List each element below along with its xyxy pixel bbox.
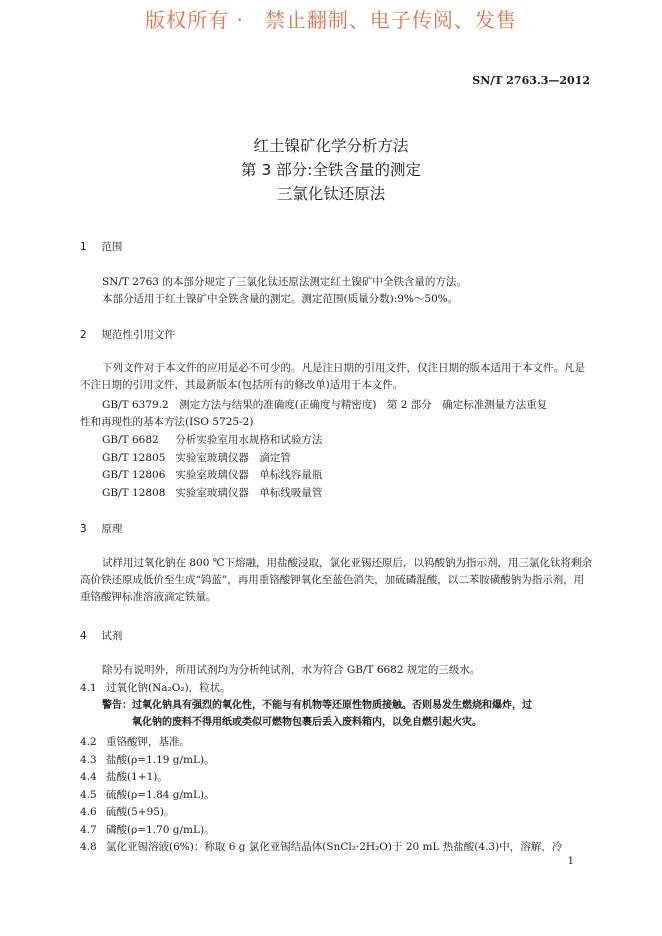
reference-name: 实验室玻璃仪器 单标线吸量管	[175, 487, 323, 499]
scope-paragraph-2: 本部分适用于红土镍矿中全铁含量的测定。测定范围(质量分数):9%～50%。	[102, 293, 459, 305]
item-number: 4.1	[80, 682, 97, 694]
title-line-1: 红土镍矿化学分析方法	[253, 137, 409, 155]
reagent-item-4-3	[80, 752, 215, 767]
reference-gbt12808	[102, 485, 322, 500]
reagent-item-4-2	[80, 734, 190, 749]
item-number: 4.8	[80, 841, 97, 853]
reagent-item-4-5	[80, 787, 215, 802]
reference-code: GB/T 6682	[102, 434, 159, 446]
reference-name: 实验室玻璃仪器 滴定管	[175, 452, 291, 464]
reference-gbt12805	[102, 450, 291, 465]
warning-line-2: 氧化钠的废料不得用纸或类似可燃物包裹后丢入废料箱内，以免自燃引起火灾。	[132, 717, 482, 728]
item-number: 4.5	[80, 789, 97, 801]
page-number: 1	[567, 856, 574, 867]
item-number: 4.4	[80, 771, 97, 783]
reference-name: 分析实验室用水规格和试验方法	[175, 434, 323, 446]
reference-code: GB/T 12808	[102, 487, 166, 499]
reference-gbt6379-line-1: GB/T 6379.2 测定方法与结果的准确度(正确度与精密度) 第 2 部分 确定标准测量方法重复	[102, 399, 548, 411]
item-text: 盐酸(1+1)。	[106, 771, 168, 783]
warning-line-1: 警告：过氧化钠具有强烈的氧化性，不能与有机物等还原性物质接触。否则易发生燃烧和爆炸，过	[102, 700, 532, 711]
reference-name: 实验室玻璃仪器 单标线容量瓶	[175, 469, 323, 481]
section-2-heading	[80, 327, 175, 342]
reagent-item-4-7	[80, 822, 215, 837]
reference-gbt6682	[102, 432, 322, 447]
copyright-watermark: 版权所有 · 禁止翻制、电子传阅、发售	[145, 8, 517, 32]
section-title: 范围	[101, 241, 123, 253]
reagent-item-4-8	[80, 839, 562, 854]
item-text: 氯化亚锡溶液(6%)：称取 6 g 氯化亚锡结晶体(SnCl₂·2H₂O)于 20 mL 热盐酸(4.3)中，溶解，冷	[106, 841, 563, 853]
section-title: 试剂	[101, 630, 123, 642]
item-text: 硫酸(ρ=1.84 g/mL)。	[106, 789, 215, 801]
section-number: 4	[80, 630, 87, 642]
item-text: 重铬酸钾，基准。	[106, 736, 190, 748]
item-text: 过氧化钠(Na₂O₂)，粒状。	[106, 682, 231, 694]
reagent-item-4-6	[80, 804, 175, 819]
reference-code: GB/T 12806	[102, 469, 166, 481]
warning-note	[102, 697, 594, 731]
reagents-intro-paragraph: 除另有说明外，所用试剂均为分析纯试剂，水为符合 GB/T 6682 规定的三级水。	[102, 664, 481, 676]
item-number: 4.6	[80, 806, 97, 818]
item-number: 4.2	[80, 736, 97, 748]
reference-code: GB/T 12805	[102, 452, 166, 464]
reference-gbt6379-line-2: 性和再现性的基本方法(ISO 5725-2)	[80, 416, 254, 428]
principle-paragraph: 试样用过氧化钠在 800 ℃下熔融，用盐酸浸取，氯化亚锡还原后，以钨酸钠为指示剂，用三氯化钛将剩余高价铁还原成低价至生成“钨蓝”，再用重铬酸钾氧化至蓝色消失，加硫磷混酸，以二苯胺磺酸钠为指示剂，用重铬酸钾标准溶液滴定铁量。	[80, 557, 592, 603]
standard-number: SN/T 2763.3—2012	[472, 74, 590, 87]
item-text: 磷酸(ρ=1.70 g/mL)。	[106, 824, 215, 836]
section-1-heading	[80, 239, 122, 254]
section-number: 2	[80, 329, 87, 341]
title-line-3: 三氯化钛还原法	[276, 185, 386, 203]
reagent-item-4-1	[80, 680, 231, 695]
section-title: 原理	[101, 523, 123, 535]
reagent-item-4-4	[80, 769, 168, 784]
item-number: 4.3	[80, 754, 97, 766]
section-title: 规范性引用文件	[101, 329, 175, 341]
scope-paragraph-1: SN/T 2763 的本部分规定了三氯化钛还原法测定红土镍矿中全铁含量的方法。	[102, 276, 467, 288]
item-text: 硫酸(5+95)。	[106, 806, 175, 818]
item-text: 盐酸(ρ=1.19 g/mL)。	[106, 754, 215, 766]
section-4-heading	[80, 628, 122, 643]
title-line-2: 第 3 部分:全铁含量的测定	[241, 161, 421, 179]
section-number: 1	[80, 241, 87, 253]
item-number: 4.7	[80, 824, 97, 836]
section-3-heading	[80, 521, 122, 536]
reference-gbt12806	[102, 467, 322, 482]
references-intro-paragraph: 下列文件对于本文件的应用是必不可少的。凡是注日期的引用文件，仅注日期的版本适用于本文件。凡是不注日期的引用文件，其最新版本(包括所有的修改单)适用于本文件。	[80, 362, 585, 391]
section-number: 3	[80, 523, 87, 535]
